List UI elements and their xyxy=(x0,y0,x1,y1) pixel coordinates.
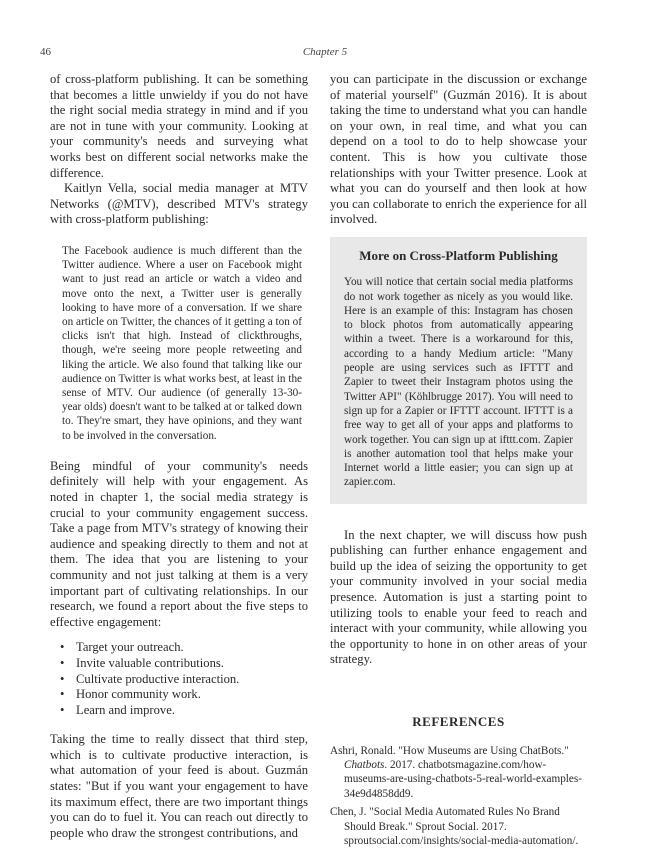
paragraph: In the next chapter, we will discuss how push publishing can further enhance engagement and build up the idea of seizing the opportunity to get your community involved in your social media presence. Automation is just a starting point to utilizing tools to enable your feed to reach and interact with your community, while allowing you the opportunity to hone in on other areas of your strategy. xyxy=(330,527,587,667)
reference-author: Chen, J. "Social Media Automated Rules No Brand Should Break." Sprout Social. 2017. sproutsocial.com/insights/social-media-automation/. xyxy=(330,806,579,848)
list-item: • Learn and improve. xyxy=(60,703,308,719)
bullet-list xyxy=(60,640,308,718)
list-item: • Target your outreach. xyxy=(60,640,308,656)
paragraph: Taking the time to really dissect that third step, which is to cultivate productive interaction, is what automation of your feed is about. Guzmán states: "But if you want your engagement to have its maximum effect, there are two important things you can do to fuel it. You can reach out directly to people who draw the strongest contributions, and xyxy=(50,732,308,840)
sidebar-body: You will notice that certain social media platforms do not work together as nicely as you would like. Here is an example of this: Instagram has chosen to block photos from automatically appearing within a tweet. There is a workaround for this, according to a handy Medium article: "Many people are using services such as IFTTT and Zapier to tweet their Instagram photos using the Twitter API" (Köhlbrugge 2017). You will need to sign up for a Zapier or IFTTT account. IFTTT is a free way to get all of your apps and platforms to work together. You can sign up at ifttt.com. Zapier is another automation tool that helps make your Internet world a little easier; you can sign up at zapier.com. xyxy=(344,276,573,489)
paragraph: Being mindful of your community's needs definitely will help with your engagement. As noted in chapter 1, the social media strategy is crucial to your community engagement success. Take a page from MTV's strategy of knowing their audience and speaking directly to them and not at them. The idea that you are listening to your community and not just talking at them is a very important part of cultivating relationships. In our research, we found a report about the five steps to effective engagement: xyxy=(50,458,308,629)
left-column xyxy=(50,72,308,841)
page-header xyxy=(40,46,610,62)
list-item: • Cultivate productive interaction. xyxy=(60,672,308,688)
reference-author: Ashri, Ronald. "How Museums are Using ChatBots." xyxy=(330,744,569,757)
references-heading: REFERENCES xyxy=(412,714,505,730)
chapter-title: Chapter 5 xyxy=(302,46,348,58)
sidebar-title: More on Cross-Platform Publishing xyxy=(359,247,558,263)
block-quote: The Facebook audience is much different than the Twitter audience. Where a user on Facebook might want to just read an article or watch a video and move onto the next, a Twitter user is generally looking to have more of a conversation. If we share on article on Twitter, the chances of it getting a ton of clicks isn't that high. Instead of clickthroughs, though, we're seeing more people retweeting and liking the article. We also found that talking like our audience on Twitter is what works best, at least in the sense of MTV. Our audience (of generally 13-30-year olds) doesn't want to be talked at or talked down to. They're smart, they have opinions, and they want to be involved in the conversation. xyxy=(62,244,302,442)
reference-details: . 2017. chatbotsmagazine.com/how-museums-are-using-chatbots-5-real-world-examples-34e9d4858dd9. xyxy=(344,759,582,800)
paragraph: you can participate in the discussion or exchange of material yourself" (Guzmán 2016). It is about taking the time to understand what you can handle on your own, in real time, and what you can depend on a tool to do to help showcase your content. This is how you cultivate those relationships with your Twitter presence. Look at what you can do yourself and then look at how you can collaborate to enrich the experience for all involved. xyxy=(330,72,587,227)
paragraph: of cross-platform publishing. It can be something that becomes a little unwieldy if you do not have the right social media strategy in mind and if you are not in tune with your community. Looking at your community's needs and surveying what works best on different social networks make the difference. xyxy=(50,72,308,180)
list-item: • Honor community work. xyxy=(60,687,308,703)
reference-source: Chatbots xyxy=(344,759,385,772)
list-item: • Invite valuable contributions. xyxy=(60,656,308,672)
sidebar-box xyxy=(330,237,587,504)
paragraph: Kaitlyn Vella, social media manager at MTV Networks (@MTV), described MTV's strategy with cross-platform publishing: xyxy=(50,181,308,227)
reference-entry xyxy=(330,744,587,802)
right-column xyxy=(330,72,587,852)
page-number: 46 xyxy=(40,46,51,58)
reference-entry xyxy=(330,805,587,848)
